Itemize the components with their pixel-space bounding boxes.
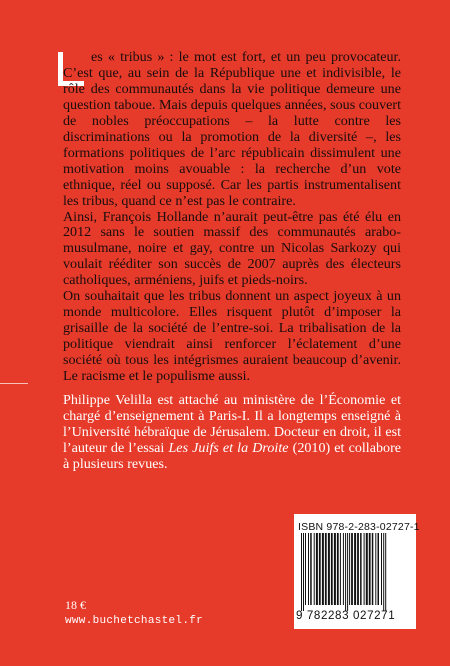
margin-rule bbox=[0, 383, 28, 384]
barcode-graphic bbox=[300, 533, 412, 611]
author-bio-text: Philippe Velilla est attaché au ministère de l’Économie et chargé d’enseignement à Paris-I. Il a longtemps enseigné à l’Université hébraïque de Jérusalem. Docteur en droit, il est l’auteur de l’essai bbox=[63, 392, 401, 456]
price: 18 € bbox=[65, 598, 86, 612]
barcode-digits: 9 782283 027271 bbox=[296, 609, 396, 622]
publisher-url[interactable]: www.buchetchastel.fr bbox=[65, 615, 204, 627]
isbn-label: ISBN 978-2-283-02727-1 bbox=[298, 521, 420, 533]
blurb-text bbox=[63, 50, 401, 385]
blurb-paragraph-3: On souhaitait que les tribus donnent un aspect joyeux à un monde multicolore. Elles risquent plutôt d’imposer la grisaille de la société de l’entre-soi. La tribalisation de la politique viendrait ainsi renforcer l’éclatement d’une société où tous les intégrismes auraient beaucoup d’avenir. Le racisme et le populisme aussi. bbox=[63, 288, 401, 385]
blurb-paragraph-2: Ainsi, François Hollande n’aurait peut-être pas été élu en 2012 sans le soutien massif des communautés arabo-musulmane, noire et gay, contre un Nicolas Sarkozy qui voulait rééditer son succès de 2007 auprès des électeurs catholiques, arméniens, juifs et pieds-noirs. bbox=[63, 208, 401, 289]
author-bio bbox=[63, 392, 401, 472]
blurb-paragraph-1: es « tribus » : le mot est fort, et un peu provocateur. C’est que, au sein de la République une et indivisible, le rôle des communautés dans la vie politique demeure une question taboue. Mais depuis quelques années, sous couvert de nobles préoccupations – la lutte contre les discriminations ou la promotion de la diversité –, les formations politiques de l’arc républicain dissimulent une motivation moins avouable : la recherche d’un vote ethnique, réel ou supposé. Car les partis instrumentalisent les tribus, quand ce n’est pas le contraire. bbox=[63, 49, 401, 209]
book-title: Les Juifs et la Droite bbox=[168, 440, 289, 456]
author-bio-text-end: (2010) et collabore à plusieurs revues. bbox=[63, 440, 402, 472]
